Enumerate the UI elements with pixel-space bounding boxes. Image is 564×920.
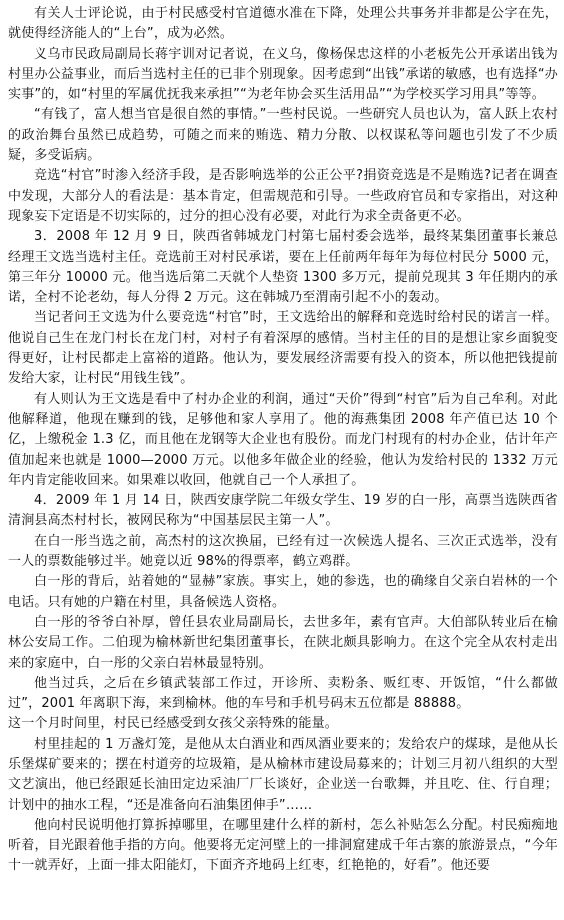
paragraph: 白一彤的爷爷白补厚，曾任县农业局副局长，去世多年，素有官声。大伯部队转业后在榆林公安局工作。二伯现为榆林新世纪集团董事长，在陕北颇具影响力。在这个完全从农村走出来的家庭中，白一彤的父亲白岩林最显特别。: [8, 614, 558, 671]
paragraph: 白一彤的背后，站着她的“显赫”家族。事实上，她的参选，也的确缘自父亲白岩林的一个电话。只有她的户籍在村里，具备候选人资格。: [8, 574, 558, 610]
paragraph: 这一个月时间里，村民已经感受到女孩父亲特殊的能量。: [8, 716, 339, 732]
paragraph: 竞选“村官”时渗入经济手段，是否影响选举的公正公平?捐资竞选是不是贿选?记者在调查中发现，大部分人的看法是：基本肯定，但需规范和引导。一些政府官员和专家指出，对这种现象妄下定语是不切实际的，过分的担心没有必要，对此行为求全责备更不必。: [8, 168, 558, 224]
paragraph: 他当过兵，之后在乡镇武装部工作过，开诊所、卖粉条、贩红枣、开饭馆，“什么都做过”，2001 年离职下海，来到榆林。他的车号和手机号码末五位都是 88888。: [8, 675, 558, 712]
paragraph: 有关人士评论说，由于村民感受村官道德水准在下降，处理公共事务并非都是公字在先，就使得经济能人的“上台”，成为必然。: [8, 6, 558, 42]
paragraph: 他向村民说明他打算拆掉哪里，在哪里建什么样的新村，怎么补贴怎么分配。村民痴痴地听着，目光跟着他手指的方向。他要将无定河壁上的一排洞窟建成千年古寨的旅游景点，“今年十一就弄好，上面一排太阳能灯，下面齐齐地码上红枣，红艳艳的，好看”。他还要: [8, 817, 558, 874]
paragraph: “有钱了，富人想当官是很自然的事情。”一些村民说。一些研究人员也认为，富人跃上农村的政治舞台虽然已成趋势，可随之而来的贿选、精力分散、以权谋私等问题也引发了不少质疑，多受诟病。: [8, 107, 558, 164]
paragraph: 4．2009 年 1 月 14 日，陕西安康学院二年级女学生、19 岁的白一彤，高票当选陕西省清涧县高杰村村长，被网民称为“中国基层民主第一人”。: [8, 493, 558, 529]
paragraph: 有人则认为王文选是看中了村办企业的利润，通过“天价”得到“村官”后为自己牟利。对此他解释道，他现在赚到的钱，足够他和家人享用了。他的海燕集团 2008 年产值已达 10 个亿，上缴税金 1.3 亿，而且他在龙钢等大企业也有股份。而龙门村现有的村办企业，估计年产值加起来也就是 1000—2000 万元。以他多年做企业的经验，他认为发给村民的 1332 万元年内肯定能收回来。如果难以收回，他就自己一个人承担了。: [8, 391, 558, 488]
paragraph: 在白一彤当选之前，高杰村的这次换届，已经有过一次候选人提名、三次正式选举，没有一人的票数能够过半。她竟以近 98%的得票率，鹤立鸡群。: [8, 533, 558, 570]
paragraph: 3．2008 年 12 月 9 日，陕西省韩城龙门村第七届村委会选举，最终某集团董事长兼总经理王文选当选村主任。竞选前王对村民承诺，要在上任前两年每年为每位村民分 5000 元，第三年分 10000 元。他当选后第二天就个人垫资 1300 多万元，提前兑现其 3 年任期内的承诺，全村不论老幼，每人分得 2 万元。这在韩城乃至渭南引起不小的轰动。: [8, 229, 558, 306]
paragraph: 当记者问王文选为什么要竞选“村官”时，王文选给出的解释和竞选时给村民的诺言一样。他说自己生在龙门村长在龙门村，对村子有着深厚的感情。当村主任的目的是想让家乡面貌变得更好，让村民都走上富裕的道路。他认为，要发展经济需要有投入的资本，所以他把钱提前发给大家，让村民“用钱生钱”。: [8, 310, 558, 387]
paragraph: 村里挂起的 1 万盏灯笼，是他从太白酒业和西凤酒业要来的；发给农户的煤球，是他从长乐堡煤矿要来的；摆在村道旁的垃圾箱，是从榆林市建设局募来的；计划三月初八组织的大型文艺演出，他已经跟延长油田定边采油厂厂长谈好，企业送一台歌舞，并且吃、住、行自理；计划中的抽水工程，“还是准备向石油集团伸手”……: [8, 736, 558, 813]
paragraph: 义乌市民政局副局长蒋宇训对记者说，在义乌，像杨保忠这样的小老板先公开承诺出钱为村里办公益事业，而后当选村主任的已非个别现象。因考虑到“出钱”承诺的敏感，也有选择“办实事”的，如“村里的军属优抚我来承担”“为老年协会买生活用品”“为学校买学习用具”等等。: [8, 46, 558, 103]
